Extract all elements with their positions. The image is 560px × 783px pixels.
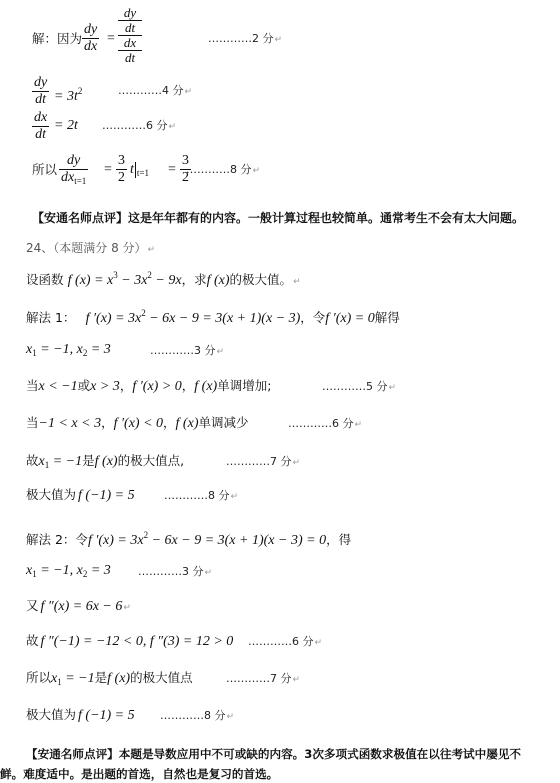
score-6a: …………6 分↵ xyxy=(102,119,177,132)
frac-dy-dt: dy dt xyxy=(118,6,142,36)
score-3b: …………3 分↵ xyxy=(138,565,213,578)
frac-dx-dt-2: $\frac{dx}{dt}$ xyxy=(34,110,48,142)
rhs-2t: = 2t xyxy=(54,118,78,133)
equals-1: = xyxy=(104,162,112,177)
score-8a: …………8 分↵ xyxy=(186,163,261,176)
score-7b: …………7 分↵ xyxy=(226,672,301,685)
score-7a: …………7 分↵ xyxy=(226,455,301,468)
score-6b: …………6 分↵ xyxy=(288,417,363,430)
method-1-max-value: 极大值为 f (−1) = 5 …………8 分↵ xyxy=(26,487,239,503)
method-2-roots: $x_1 = -1$, $x_2 = 3$ …………3 分↵ xyxy=(26,563,213,579)
score-8b: …………8 分↵ xyxy=(164,489,239,502)
label-suoyi: 所以 xyxy=(32,162,58,177)
method-2-max-value: 极大值为 f (−1) = 5 …………8 分↵ xyxy=(26,707,235,723)
score-5: …………5 分↵ xyxy=(322,380,397,393)
increasing-interval: 当x < −1或x > 3，f ′(x) > 0，f (x)单调增加; …………5 分↵ xyxy=(26,378,397,394)
teacher-comment-1: 【安通名师点评】这是年年都有的内容。一般计算过程也较简单。通常考生不会有太大问题。 xyxy=(32,211,525,225)
method-2-derivative: 解法 2：令f $'(x) = 3x^2 - 6x - 9 = 3(x + 1)(x - 3) = 0$，得 xyxy=(26,530,352,548)
frac-dx-dt: dx dt xyxy=(118,36,142,65)
method-1-max-point: 故$x_1 = -1$是f (x)的极大值点, …………7 分↵ xyxy=(26,453,301,470)
score-8c: …………8 分↵ xyxy=(160,709,235,722)
frac-dy-dt-2: $\frac{dy}{dt}$ xyxy=(34,75,48,107)
second-derivative: 又 f ″(x) = 6x − 6↵ xyxy=(26,598,131,614)
second-derivative-signs: 故 f ″(−1) = −12 < 0, f ″(3) = 12 > 0 …………6 分↵ xyxy=(26,633,323,649)
frac-3-2b: $\frac{3}{2}$ xyxy=(182,153,189,185)
method-1-derivative: 解法 1： f $'(x) = 3x^2 - 6x - 9 = 3(x + 1)(x - 3)$，令f ′(x) = 0解得 xyxy=(26,308,400,326)
decreasing-interval: 当−1 < x < 3，f ′(x) < 0，f (x)单调减少 …………6 分↵ xyxy=(26,415,363,431)
equals-2: = xyxy=(168,162,176,177)
method-2-max-point: 所以$x_1 = -1$是f (x)的极大值点 …………7 分↵ xyxy=(26,670,301,687)
t-eval: t $_{t=1}$ xyxy=(130,162,149,179)
score-3a: …………3 分↵ xyxy=(150,344,225,357)
question-24-header: 24、（本题满分 8 分）↵ xyxy=(26,241,156,255)
compound-fraction xyxy=(118,6,142,65)
teacher-comment-2-line-2: 鲜。难度适中。是出题的首选，自然也是复习的首选。 xyxy=(0,767,279,781)
score-4: …………4 分↵ xyxy=(118,84,193,97)
label-jie: 解：因为 xyxy=(32,31,83,46)
problem-statement: 设函数 f $(x) = x^3 - 3x^2 - 9x$，求f (x)的极大值。↵ xyxy=(26,270,301,288)
score-6c: …………6 分↵ xyxy=(248,635,323,648)
frac-dy-dx: $\frac{dy}{dx}$ xyxy=(84,22,98,54)
rhs-3t2: = $3t^2$ xyxy=(54,86,83,104)
score-2: …………2 分↵ xyxy=(208,32,283,45)
frac-3-2a: $\frac{3}{2}$ xyxy=(118,153,125,185)
equals: = xyxy=(107,31,115,46)
method-1-roots: $x_1 = -1$, $x_2 = 3$ …………3 分↵ xyxy=(26,342,225,358)
teacher-comment-2-line-1: 【安通名师点评】本题是导数应用中不可或缺的内容。3次多项式函数求极值在以往考试中屡见不 xyxy=(26,747,522,761)
frac-dy-dx-2: dy $dx_{t=1}$ xyxy=(61,153,87,186)
